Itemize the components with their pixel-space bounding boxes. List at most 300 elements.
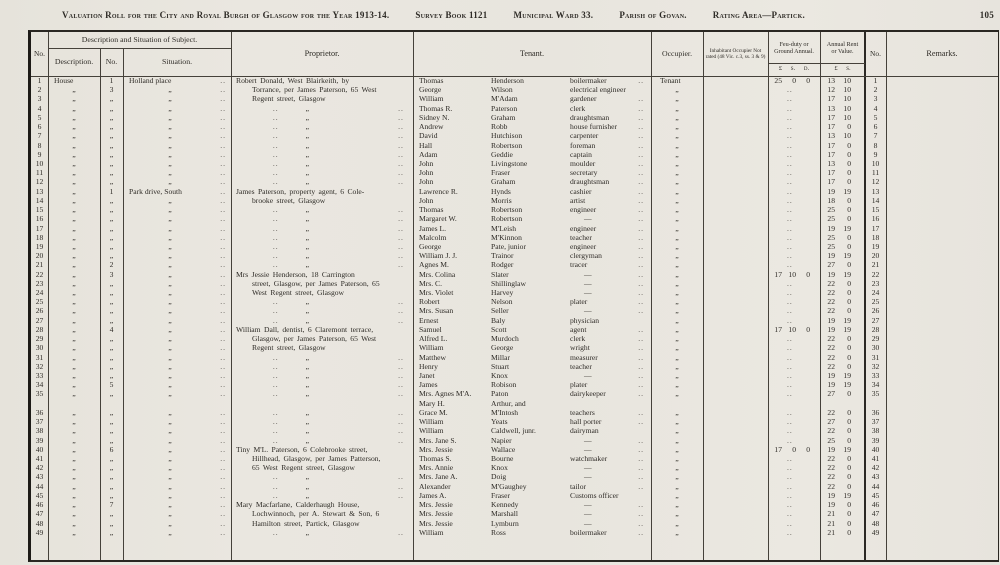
cell-row-number-right: 14 bbox=[871, 195, 880, 205]
cell-inhabitant-occupier bbox=[703, 150, 768, 159]
cell-proprietor: .. „ .. bbox=[272, 251, 404, 261]
col-header-situation: Situation. bbox=[161, 56, 193, 66]
cell-remarks bbox=[886, 325, 998, 334]
cell-annual-rent: 19 19 bbox=[827, 380, 851, 390]
cell-inhabitant-occupier bbox=[703, 491, 768, 500]
cell-row-number-right: 15 bbox=[871, 205, 880, 215]
cell-feu-duty: .. bbox=[787, 453, 793, 463]
cell-remarks bbox=[886, 104, 998, 113]
cell-remarks bbox=[886, 519, 998, 528]
col-header-inhabitant-occupier: Inhabitant Occupier Not rated (48 Vic. c.3, ss. 3 & 9) bbox=[705, 47, 766, 60]
cell-subject-number: „ bbox=[109, 490, 114, 500]
cell-feu-duty: .. bbox=[787, 186, 793, 196]
cell-row-number: 10 bbox=[35, 158, 44, 168]
cell-inhabitant-occupier bbox=[703, 94, 768, 103]
cell-situation: „ .. bbox=[168, 241, 226, 251]
cell-proprietor: .. „ .. bbox=[272, 223, 404, 233]
cell-feu-duty: .. bbox=[787, 112, 793, 122]
cell-occupier: „ bbox=[675, 131, 679, 141]
cell-row-number-right: 10 bbox=[871, 158, 880, 168]
cell-proprietor: .. „ .. bbox=[272, 389, 404, 399]
cell-description: „ bbox=[72, 288, 76, 298]
table-row bbox=[31, 104, 998, 113]
cell-feu-duty: .. bbox=[787, 94, 793, 104]
cell-proprietor: .. „ .. bbox=[272, 481, 404, 491]
cell-proprietor: .. „ .. bbox=[272, 371, 404, 380]
cell-row-number-right: 2 bbox=[873, 85, 878, 95]
cell-remarks bbox=[886, 491, 998, 500]
cell-annual-rent: 21 0 bbox=[827, 527, 851, 537]
table-row bbox=[31, 362, 998, 371]
cell-subject-number: 5 bbox=[109, 380, 114, 390]
cell-situation: „ .. bbox=[168, 509, 226, 519]
cell-remarks bbox=[886, 168, 998, 177]
cell-remarks bbox=[886, 426, 998, 435]
cell-inhabitant-occupier bbox=[703, 113, 768, 122]
cell-row-number: 43 bbox=[35, 472, 44, 482]
cell-proprietor: .. „ .. bbox=[272, 214, 404, 224]
cell-description: „ bbox=[72, 417, 76, 427]
cell-remarks bbox=[886, 500, 998, 509]
cell-situation: „ .. bbox=[168, 407, 226, 417]
cell-remarks bbox=[886, 408, 998, 417]
cell-situation: „ .. bbox=[168, 251, 226, 261]
table-row bbox=[31, 196, 998, 205]
cell-description: „ bbox=[72, 195, 76, 205]
cell-tenant: William Ross boilermaker .. bbox=[419, 527, 644, 537]
cell-remarks bbox=[886, 159, 998, 168]
cell-proprietor: .. „ .. bbox=[272, 260, 404, 270]
cell-row-number-right: 46 bbox=[871, 500, 880, 510]
cell-annual-rent: 21 0 bbox=[827, 518, 851, 528]
table-row bbox=[31, 131, 998, 140]
cell-feu-duty: .. bbox=[787, 435, 793, 445]
cell-occupier: „ bbox=[675, 306, 679, 316]
table-row bbox=[31, 371, 998, 380]
col-header-no-right: No. bbox=[870, 48, 881, 58]
cell-description bbox=[48, 399, 100, 408]
cell-row-number: 30 bbox=[35, 343, 44, 353]
cell-remarks bbox=[886, 122, 998, 131]
cell-row-number-right: 9 bbox=[873, 149, 878, 159]
table-row bbox=[31, 214, 998, 223]
cell-situation: „ .. bbox=[168, 131, 226, 141]
cell-occupier: „ bbox=[675, 527, 679, 537]
cell-inhabitant-occupier bbox=[703, 519, 768, 528]
cell-situation: „ .. bbox=[168, 463, 226, 473]
cell-remarks bbox=[886, 353, 998, 362]
cell-description: „ bbox=[72, 435, 76, 445]
cell-row-number: 37 bbox=[35, 417, 44, 427]
cell-feu-duty: .. bbox=[787, 343, 793, 353]
cell-row-number bbox=[31, 399, 48, 408]
cell-inhabitant-occupier bbox=[703, 104, 768, 113]
cell-remarks bbox=[886, 509, 998, 518]
cell-row-number-right: 11 bbox=[871, 168, 880, 178]
cell-proprietor bbox=[231, 399, 413, 408]
cell-description: „ bbox=[72, 149, 76, 159]
cell-annual-rent: 19 19 bbox=[827, 315, 851, 325]
parish-label: Parish of Govan. bbox=[619, 10, 687, 20]
cell-description: „ bbox=[72, 85, 76, 95]
table-row bbox=[31, 380, 998, 389]
cell-tenant: James L. M'Leish engineer .. bbox=[419, 223, 644, 233]
cell-tenant: Samuel Scott agent .. bbox=[419, 324, 644, 334]
cell-feu-duty: .. bbox=[787, 380, 793, 390]
cell-annual-rent: 17 0 bbox=[827, 168, 851, 178]
table-row bbox=[31, 454, 998, 463]
table-row bbox=[31, 205, 998, 214]
cell-situation: „ .. bbox=[168, 334, 226, 344]
cell-annual-rent: 22 0 bbox=[827, 407, 851, 417]
cell-remarks bbox=[886, 177, 998, 186]
cell-annual-rent: 25 0 bbox=[827, 232, 851, 242]
cell-inhabitant-occupier bbox=[703, 260, 768, 269]
cell-proprietor: .. „ .. bbox=[272, 149, 404, 159]
cell-inhabitant-occupier bbox=[703, 408, 768, 417]
table-row bbox=[31, 224, 998, 233]
cell-subject-number: 6 bbox=[109, 444, 114, 454]
cell-tenant: Robert Nelson plater .. bbox=[419, 297, 644, 307]
page-number: 105 bbox=[979, 10, 994, 20]
cell-occupier: „ bbox=[675, 352, 679, 362]
cell-situation: „ .. bbox=[168, 306, 226, 316]
cell-description: „ bbox=[72, 380, 76, 390]
cell-inhabitant-occupier bbox=[703, 214, 768, 223]
cell-row-number-right: 45 bbox=[871, 490, 880, 500]
cell-description: „ bbox=[72, 407, 76, 417]
cell-tenant: William Caldwell, junr. dairyman bbox=[419, 426, 599, 436]
cell-subject-number: „ bbox=[109, 241, 114, 251]
cell-inhabitant-occupier bbox=[703, 454, 768, 463]
cell-subject-number: 1 bbox=[109, 186, 114, 196]
cell-proprietor: .. „ .. bbox=[272, 131, 404, 141]
cell-row-number-right: 30 bbox=[871, 343, 880, 353]
cell-remarks bbox=[886, 343, 998, 352]
cell-annual-rent: 19 19 bbox=[827, 186, 851, 196]
cell-remarks bbox=[886, 436, 998, 445]
cell-subject-number: „ bbox=[109, 527, 114, 537]
cell-occupier: „ bbox=[675, 509, 679, 519]
cell-description: „ bbox=[72, 500, 76, 510]
cell-occupier: „ bbox=[675, 223, 679, 233]
cell-situation: „ .. bbox=[168, 260, 226, 270]
cell-tenant: Mrs. Jessie Kennedy — .. bbox=[419, 500, 644, 510]
cell-situation: „ .. bbox=[168, 149, 226, 159]
cell-proprietor: Glasgow, per James Paterson, 65 West bbox=[252, 334, 377, 344]
cell-row-number: 45 bbox=[35, 490, 44, 500]
cell-occupier: „ bbox=[675, 94, 679, 104]
cell-remarks bbox=[886, 76, 998, 85]
cell-row-number: 44 bbox=[35, 481, 44, 491]
cell-feu-duty: .. bbox=[787, 518, 793, 528]
cell-subject-number: 3 bbox=[109, 269, 114, 279]
cell-remarks bbox=[886, 306, 998, 315]
cell-subject-number: „ bbox=[109, 417, 114, 427]
cell-situation: Holland place .. bbox=[129, 76, 226, 85]
cell-situation: „ .. bbox=[168, 426, 226, 436]
table-row bbox=[31, 482, 998, 491]
cell-proprietor: 65 West Regent street, Glasgow bbox=[252, 463, 355, 473]
col-header-no-left: No. bbox=[34, 48, 45, 58]
table-row bbox=[31, 85, 998, 94]
cell-description: „ bbox=[72, 371, 76, 380]
table-row bbox=[31, 445, 998, 454]
cell-description: „ bbox=[72, 140, 76, 150]
cell-inhabitant-occupier bbox=[703, 85, 768, 94]
cell-situation: „ .. bbox=[168, 288, 226, 298]
cell-remarks bbox=[886, 94, 998, 103]
cell-tenant: John Livingstone moulder .. bbox=[419, 158, 644, 168]
cell-subject-number: „ bbox=[109, 407, 114, 417]
cell-remarks bbox=[886, 113, 998, 122]
cell-proprietor: .. „ .. bbox=[272, 232, 404, 242]
cell-row-number: 12 bbox=[35, 177, 44, 187]
cell-row-number-right: 3 bbox=[873, 94, 878, 104]
cell-description: „ bbox=[72, 527, 76, 537]
cell-remarks bbox=[886, 85, 998, 94]
cell-remarks bbox=[886, 472, 998, 481]
cell-annual-rent: 22 0 bbox=[827, 278, 851, 288]
cell-tenant: Mrs. Jane A. Doig — .. bbox=[419, 472, 644, 482]
cell-inhabitant-occupier bbox=[703, 196, 768, 205]
cell-inhabitant-occupier bbox=[703, 343, 768, 352]
cell-description: „ bbox=[72, 278, 76, 288]
table-row bbox=[31, 113, 998, 122]
cell-row-number-right bbox=[865, 399, 886, 408]
cell-inhabitant-occupier bbox=[703, 279, 768, 288]
cell-row-number: 13 bbox=[35, 186, 44, 196]
cell-situation: „ .. bbox=[168, 481, 226, 491]
cell-annual-rent: 22 0 bbox=[827, 343, 851, 353]
cell-row-number: 18 bbox=[35, 232, 44, 242]
cell-situation: „ .. bbox=[168, 223, 226, 233]
cell-inhabitant-occupier bbox=[703, 436, 768, 445]
cell-situation: „ .. bbox=[168, 361, 226, 371]
table-row bbox=[31, 353, 998, 362]
cell-annual-rent: 19 19 bbox=[827, 371, 851, 380]
cell-subject-number: „ bbox=[109, 94, 114, 104]
cell-subject-number: „ bbox=[109, 149, 114, 159]
cell-remarks bbox=[886, 288, 998, 297]
cell-annual-rent: 17 10 bbox=[827, 94, 851, 104]
cell-annual-rent: 17 0 bbox=[827, 149, 851, 159]
cell-inhabitant-occupier bbox=[703, 187, 768, 196]
cell-occupier: „ bbox=[675, 149, 679, 159]
cell-subject-number: „ bbox=[109, 205, 114, 215]
cell-proprietor: .. „ .. bbox=[272, 112, 404, 122]
cell-row-number-right: 27 bbox=[871, 315, 880, 325]
cell-annual-rent: 25 0 bbox=[827, 435, 851, 445]
cell-tenant: Alfred L. Murdoch clerk .. bbox=[419, 334, 644, 344]
cell-tenant: Mrs. C. Shillinglaw — .. bbox=[419, 278, 644, 288]
cell-situation: „ .. bbox=[168, 177, 226, 187]
cell-tenant: Grace M. M'Intosh teachers .. bbox=[419, 407, 644, 417]
cell-proprietor: .. „ .. bbox=[272, 177, 404, 187]
cell-row-number: 33 bbox=[35, 371, 44, 380]
cell-remarks bbox=[886, 242, 998, 251]
cell-inhabitant-occupier bbox=[703, 76, 768, 85]
cell-description: „ bbox=[72, 426, 76, 436]
cell-feu-duty: .. bbox=[787, 168, 793, 178]
cell-inhabitant-occupier bbox=[703, 399, 768, 408]
cell-remarks bbox=[886, 131, 998, 140]
cell-subject-number: „ bbox=[109, 195, 114, 205]
cell-row-number-right: 13 bbox=[871, 186, 880, 196]
table-row bbox=[31, 177, 998, 186]
cell-proprietor: .. „ .. bbox=[272, 205, 404, 215]
cell-row-number: 38 bbox=[35, 426, 44, 436]
cell-row-number: 11 bbox=[35, 168, 44, 178]
cell-feu-duty: 17 10 0 bbox=[774, 324, 810, 334]
table-row bbox=[31, 297, 998, 306]
cell-inhabitant-occupier bbox=[703, 482, 768, 491]
cell-occupier: „ bbox=[675, 177, 679, 187]
table-row bbox=[31, 500, 998, 509]
cell-situation: „ .. bbox=[168, 352, 226, 362]
col-header-occupier: Occupier. bbox=[661, 48, 693, 58]
table-row bbox=[31, 260, 998, 269]
cell-annual-rent: 18 0 bbox=[827, 195, 851, 205]
cell-description: „ bbox=[72, 158, 76, 168]
cell-description: „ bbox=[72, 453, 76, 463]
cell-row-number-right: 39 bbox=[871, 435, 880, 445]
cell-subject-number: „ bbox=[109, 112, 114, 122]
cell-tenant: John Morris artist .. bbox=[419, 195, 644, 205]
cell-situation: „ .. bbox=[168, 158, 226, 168]
cell-description: „ bbox=[72, 352, 76, 362]
cell-proprietor: .. „ .. bbox=[272, 361, 404, 371]
cell-occupier: „ bbox=[675, 389, 679, 399]
cell-proprietor: .. „ .. bbox=[272, 472, 404, 482]
cell-feu-duty: .. bbox=[787, 407, 793, 417]
cell-inhabitant-occupier bbox=[703, 463, 768, 472]
cell-feu-duty: .. bbox=[787, 472, 793, 482]
cell-feu-duty: .. bbox=[787, 315, 793, 325]
cell-remarks bbox=[886, 389, 998, 398]
cell-tenant: Mrs. Annie Knox — .. bbox=[419, 463, 644, 473]
cell-situation: „ .. bbox=[168, 343, 226, 353]
cell-row-number-right: 12 bbox=[871, 177, 880, 187]
col-header-subject-no: No. bbox=[105, 56, 118, 66]
cell-occupier: „ bbox=[675, 444, 679, 454]
cell-remarks bbox=[886, 380, 998, 389]
cell-situation: „ .. bbox=[168, 472, 226, 482]
col-header-remarks: Remarks. bbox=[926, 48, 958, 58]
cell-situation bbox=[123, 399, 231, 408]
cell-row-number-right: 17 bbox=[871, 223, 880, 233]
table-row bbox=[31, 306, 998, 315]
cell-feu-duty: .. bbox=[787, 85, 793, 95]
cell-row-number: 42 bbox=[35, 463, 44, 473]
cell-feu-duty: .. bbox=[787, 426, 793, 436]
table-row bbox=[31, 528, 998, 537]
cell-tenant: Margaret W. Robertson — .. bbox=[419, 214, 644, 224]
cell-subject-number: „ bbox=[109, 361, 114, 371]
cell-occupier: „ bbox=[675, 407, 679, 417]
table-row bbox=[31, 334, 998, 343]
cell-inhabitant-occupier bbox=[703, 224, 768, 233]
cell-situation: „ .. bbox=[168, 112, 226, 122]
cell-tenant: Mary H. Arthur, and bbox=[419, 398, 526, 408]
cell-occupier: „ bbox=[675, 205, 679, 215]
cell-subject-number: „ bbox=[109, 214, 114, 224]
cell-description: „ bbox=[72, 389, 76, 399]
cell-description: „ bbox=[72, 112, 76, 122]
cell-tenant: Matthew Millar measurer .. bbox=[419, 352, 644, 362]
table-row bbox=[31, 426, 998, 435]
cell-annual-rent: 22 0 bbox=[827, 361, 851, 371]
cell-tenant: Malcolm M'Kinnon teacher .. bbox=[419, 232, 644, 242]
cell-row-number: 9 bbox=[37, 149, 42, 159]
cell-row-number: 17 bbox=[35, 223, 44, 233]
cell-occupier: „ bbox=[675, 324, 679, 334]
cell-occupier: „ bbox=[675, 371, 679, 380]
cell-description: „ bbox=[72, 361, 76, 371]
cell-inhabitant-occupier bbox=[703, 316, 768, 325]
cell-occupier: „ bbox=[675, 426, 679, 436]
cell-occupier: „ bbox=[675, 112, 679, 122]
cell-description: „ bbox=[72, 306, 76, 316]
cell-situation: „ .. bbox=[168, 297, 226, 307]
cell-feu-duty: .. bbox=[787, 334, 793, 344]
cell-proprietor: Tiny M'L. Paterson, 6 Colebrooke street, bbox=[236, 444, 368, 454]
cell-proprietor: .. „ .. bbox=[272, 306, 404, 316]
cell-description: „ bbox=[72, 463, 76, 473]
cell-annual-rent: 17 10 bbox=[827, 112, 851, 122]
cell-inhabitant-occupier bbox=[703, 242, 768, 251]
cell-feu-duty: .. bbox=[787, 122, 793, 132]
cell-row-number: 47 bbox=[35, 509, 44, 519]
col-header-annual-units: £ s. bbox=[834, 65, 851, 73]
cell-occupier: „ bbox=[675, 195, 679, 205]
cell-remarks bbox=[886, 214, 998, 223]
table-row bbox=[31, 76, 998, 85]
cell-annual-rent: 22 0 bbox=[827, 306, 851, 316]
cell-remarks bbox=[886, 362, 998, 371]
col-header-description: Description. bbox=[54, 56, 94, 66]
cell-remarks bbox=[886, 251, 998, 260]
cell-feu-duty: .. bbox=[787, 149, 793, 159]
cell-proprietor: .. „ .. bbox=[272, 407, 404, 417]
cell-row-number: 4 bbox=[37, 103, 42, 113]
cell-inhabitant-occupier bbox=[703, 362, 768, 371]
table-row bbox=[31, 270, 998, 279]
cell-row-number: 15 bbox=[35, 205, 44, 215]
cell-annual-rent: 22 0 bbox=[827, 481, 851, 491]
cell-description: „ bbox=[72, 177, 76, 187]
cell-tenant: William George wright .. bbox=[419, 343, 644, 353]
cell-annual-rent: 22 0 bbox=[827, 352, 851, 362]
cell-description: „ bbox=[72, 518, 76, 528]
cell-inhabitant-occupier bbox=[703, 159, 768, 168]
cell-row-number-right: 19 bbox=[871, 241, 880, 251]
cell-occupier: „ bbox=[675, 518, 679, 528]
cell-subject-number: 1 bbox=[109, 76, 114, 85]
cell-tenant: Thomas R. Paterson clerk .. bbox=[419, 103, 644, 113]
cell-inhabitant-occupier bbox=[703, 353, 768, 362]
table-row bbox=[31, 141, 998, 150]
cell-row-number: 19 bbox=[35, 241, 44, 251]
cell-subject-number: „ bbox=[109, 278, 114, 288]
cell-proprietor: James Paterson, property agent, 6 Cole- bbox=[236, 186, 365, 196]
cell-situation: „ .. bbox=[168, 122, 226, 132]
col-header-proprietor: Proprietor. bbox=[304, 48, 340, 58]
cell-occupier: „ bbox=[675, 168, 679, 178]
cell-inhabitant-occupier bbox=[703, 500, 768, 509]
cell-proprietor: .. „ .. bbox=[272, 527, 404, 537]
valuation-roll-table bbox=[28, 30, 999, 562]
